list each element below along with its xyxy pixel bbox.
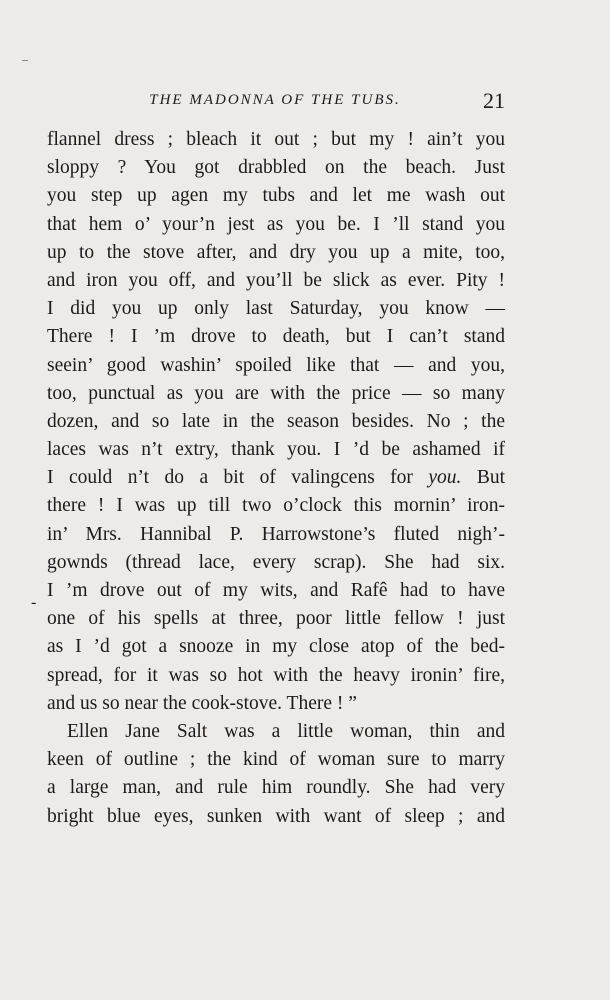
text-line: seein’ good washin’ spoiled like that — and you, [47,354,505,376]
text-line: too, punctual as you are with the price — so many [47,382,505,404]
running-head [45,88,505,118]
text-line: sloppy ? You got drabbled on the beach. Just [47,157,505,179]
text-line: as I ’d got a snooze in my close atop of the bed- [47,636,505,658]
text-line: and iron you off, and you’ll be slick as ever. Pity ! [47,269,505,291]
text-line: dozen, and so late in the season besides. No ; the [47,410,505,432]
text-line: There ! I ’m drove to death, but I can’t stand [47,326,505,348]
text-line: in’ Mrs. Hannibal P. Harrowstone’s fluted nigh’- [47,523,505,545]
text-line: up to the stove after, and dry you up a mite, too, [47,241,505,263]
page-number: 21 [483,88,505,113]
text-line: that hem o’ your’n jest as you be. I ’ll stand you [47,213,505,235]
edge-mark [22,60,28,61]
text-line: there ! I was up till two o’clock this mornin’ iron- [47,495,505,517]
text-line: keen of outline ; the kind of woman sure to marry [47,749,505,771]
text-line: one of his spells at three, poor little fellow ! just [47,608,505,630]
running-title: THE MADONNA OF THE TUBS. [149,92,401,108]
text-line: I did you up only last Saturday, you know — [47,298,505,320]
text-line: I ’m drove out of my wits, and Rafê had to have [47,580,505,601]
margin-mark: - [31,594,37,611]
text-line: laces was n’t extry, thank you. I ’d be ashamed if [47,439,505,461]
text-line: and us so near the cook-stove. There ! ” [47,692,357,714]
text-line: a large man, and rule him roundly. She had very [47,777,505,799]
text-line: spread, for it was so hot with the heavy ironin’ fire, [47,664,505,686]
italic-word: you. [428,467,462,489]
text-line: bright blue eyes, sunken with want of sleep ; and [47,805,505,827]
text-segment: But [476,467,505,489]
text-line: you step up agen my tubs and let me wash out [47,185,505,207]
body-text [47,126,505,831]
text-line: flannel dress ; bleach it out ; but my ! ain’t you [47,129,505,150]
text-line: gownds (thread lace, every scrap). She had six. [47,551,505,573]
paragraph-start: Ellen Jane Salt was a little woman, thin and [67,720,505,742]
text-line-with-italic [47,464,505,492]
text-segment: I could n’t do a bit of valingcens for [47,467,413,489]
